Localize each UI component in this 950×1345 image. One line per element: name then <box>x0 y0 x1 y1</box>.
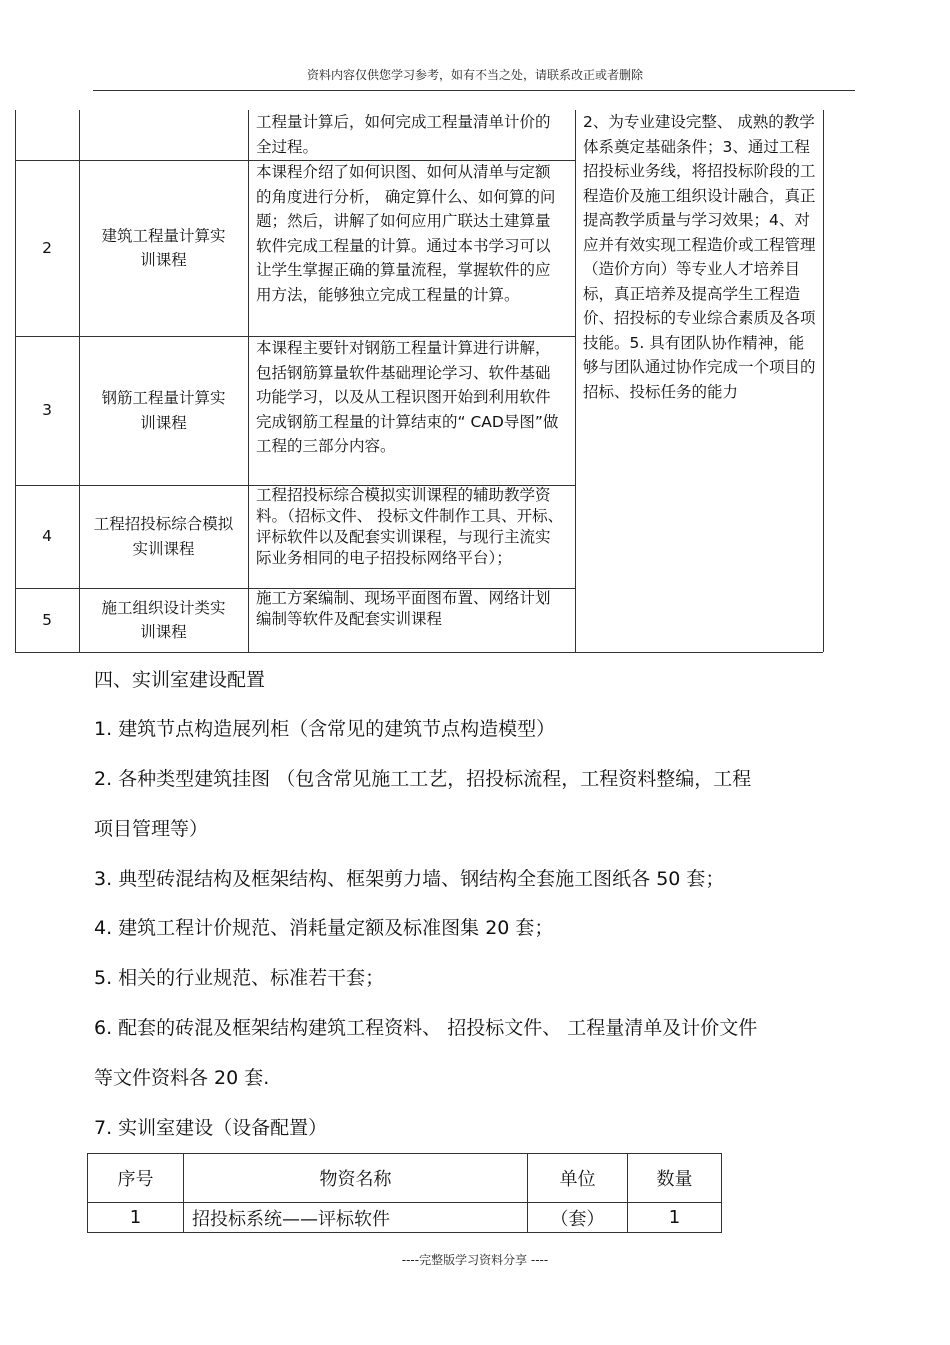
table-border <box>823 110 824 652</box>
table-header-row <box>88 1154 722 1203</box>
page-header: 资料内容仅供您学习参考，如有不当之处，请联系改正或者删除 <box>306 68 643 82</box>
training-goals: 2、为专业建设完整、 成熟的教学体系奠定基础条件；3、通过工程招投标业务线，将招投标阶段的工程造价及施工组织设计融合，真正提高教学质量与学习效果；4、对应并有效实现工程造价或工程管理（造价方向）等专业人才培养目标，真正培养及提高学生工程造价、招投标的专业综合素质及各项技能。5. 具有团队协作精神，能够与团队通过协作完成一个项目的招标、投标任务的能力 <box>583 113 816 401</box>
table-border <box>248 110 249 652</box>
list-item: 7. 实训室建设（设备配置） <box>94 1117 328 1139</box>
header-cell: 数量 <box>628 1154 722 1203</box>
table-cell: 1 <box>88 1203 184 1233</box>
table-border <box>15 588 575 589</box>
list-item: 项目管理等） <box>94 818 209 840</box>
course-description: 工程招投标综合模拟实训课程的辅助教学资料。（招标文件、 投标文件制作工具、开标、评标软件以及配套实训课程，与现行主流实际业务相同的电子招投标网络平台）； <box>256 486 564 567</box>
table-border <box>15 652 823 653</box>
course-description: 工程量计算后，如何完成工程量清单计价的全过程。 <box>256 113 551 156</box>
list-item: 6. 配套的砖混及框架结构建筑工程资料、 招投标文件、 工程量清单及计价文件 <box>94 1017 758 1039</box>
table-cell: 招投标系统——评标软件 <box>184 1203 528 1233</box>
table-border <box>15 110 16 652</box>
list-item: 等文件资料各 20 套. <box>94 1067 270 1089</box>
course-name: 施工组织设计类实训课程 <box>101 598 226 641</box>
row-number: 4 <box>42 527 52 546</box>
list-item: 4. 建筑工程计价规范、消耗量定额及标准图集 20 套； <box>94 917 554 939</box>
list-item: 5. 相关的行业规范、标准若干套； <box>94 967 385 989</box>
table-border <box>79 110 80 652</box>
table-border <box>575 110 576 652</box>
course-name: 建筑工程量计算实训课程 <box>101 226 226 269</box>
course-name <box>79 110 248 160</box>
row-number: 3 <box>42 401 52 420</box>
list-item: 2. 各种类型建筑挂图 （包含常见施工工艺，招投标流程，工程资料整编，工程 <box>94 768 752 790</box>
course-description: 本课程介绍了如何识图、如何从清单与定额的角度进行分析， 确定算什么、如何算的问题；然后，讲解了如何应用广联达土建算量软件完成工程量的计算。通过本书学习可以让学生掌握正确的算量流程，掌握软件的应用方法，能够独立完成工程量的计算。 <box>256 163 556 304</box>
equipment-table <box>87 1153 722 1233</box>
list-item: 1. 建筑节点构造展列柜（含常见的建筑节点构造模型） <box>94 718 556 740</box>
table-cell: 1 <box>628 1203 722 1233</box>
row-number: 2 <box>42 238 52 257</box>
header-cell: 序号 <box>88 1154 184 1203</box>
page-footer: ----完整版学习资料分享 ---- <box>401 1253 549 1267</box>
table-cell: （套） <box>528 1203 628 1233</box>
course-description: 本课程主要针对钢筋工程量计算进行讲解，包括钢筋算量软件基础理论学习、软件基础功能学习，以及从工程识图开始到利用软件完成钢筋工程量的计算结束的“ CAD导图”做工程的三部分内容。 <box>256 339 559 455</box>
course-name: 钢筋工程量计算实训课程 <box>101 389 226 432</box>
table-border <box>15 160 575 161</box>
course-name: 工程招投标综合模拟实训课程 <box>93 515 234 558</box>
header-cell: 物资名称 <box>184 1154 528 1203</box>
table-row <box>88 1203 722 1233</box>
table-border <box>15 485 575 486</box>
list-item: 3. 典型砖混结构及框架结构、框架剪力墙、钢结构全套施工图纸各 50 套； <box>94 868 725 890</box>
row-number <box>15 110 79 160</box>
header-cell: 单位 <box>528 1154 628 1203</box>
section-title: 四、实训室建设配置 <box>94 669 266 691</box>
row-number: 5 <box>42 610 52 629</box>
header-rule <box>93 90 855 91</box>
table-border <box>15 336 575 337</box>
course-description: 施工方案编制、现场平面图布置、网络计划编制等软件及配套实训课程 <box>256 589 551 628</box>
